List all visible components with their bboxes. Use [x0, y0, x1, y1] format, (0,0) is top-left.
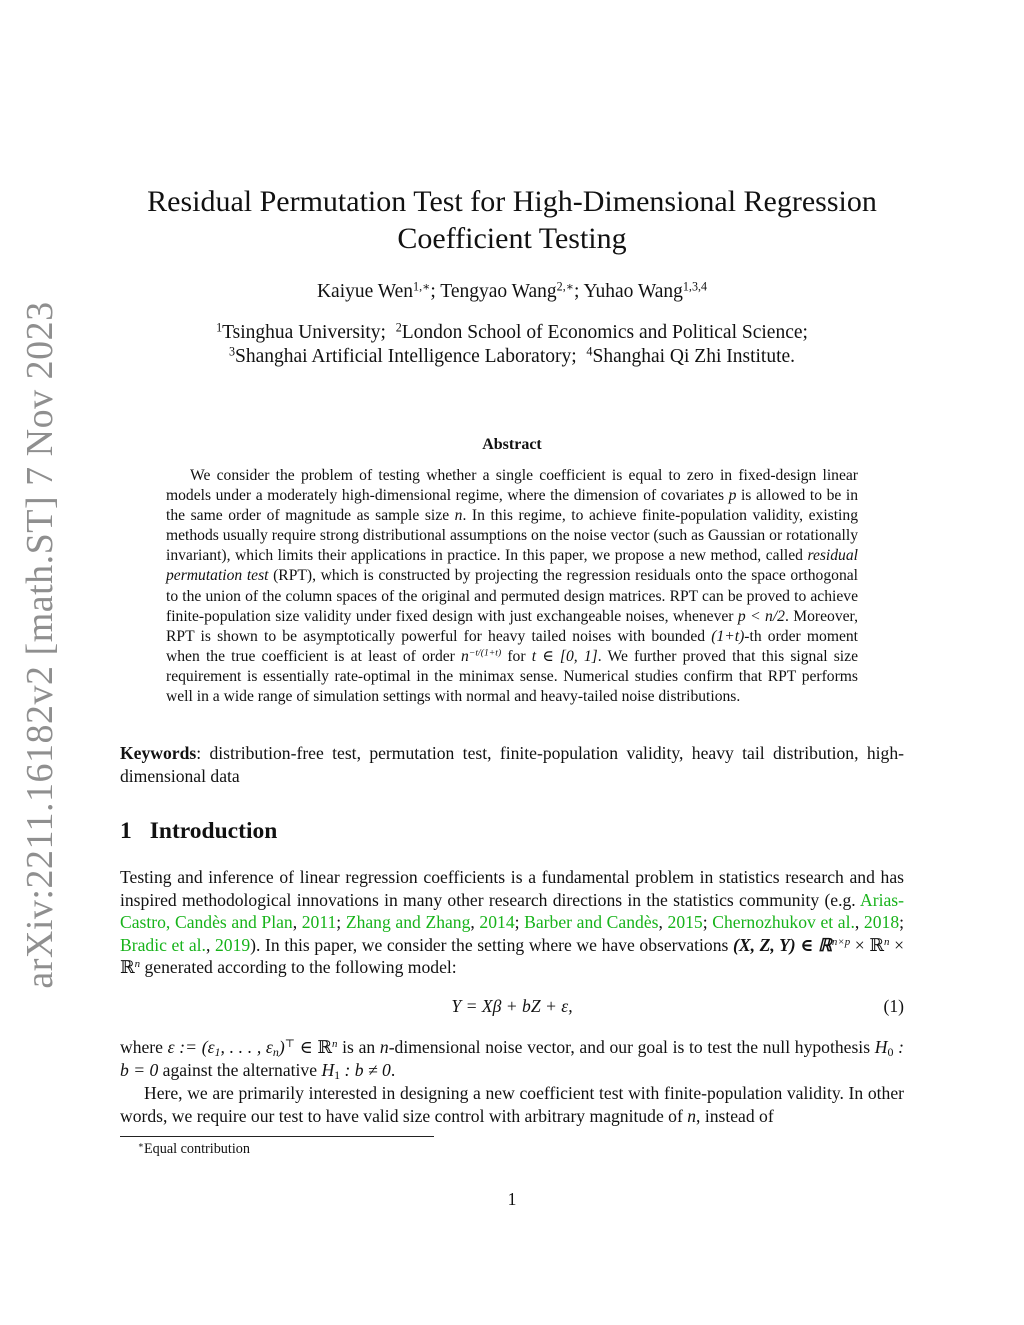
affiliation-mark: 4	[586, 344, 593, 359]
math-inline: ε := (ε	[167, 1037, 215, 1057]
abstract-text: . We further proved that this signal size requirement is essentially rate-optimal in the minimax sense. Numerical studies confirm that RPT performs well in a wide range of simulation settings with normal and heavy-tailed noise distributions.	[166, 647, 858, 706]
math-inline: )	[278, 1037, 285, 1057]
affiliations-line-2	[120, 345, 904, 369]
equation-number: (1)	[883, 996, 904, 1016]
body-text: Testing and inference of linear regression coefficients is a fundamental problem in statistics research and has inspired methodological innovations in many other research directions in the statistics community (e.g.	[120, 867, 904, 910]
math-subscript: 1	[334, 1067, 341, 1082]
footnote-divider	[120, 1136, 434, 1137]
math-inline: × ℝ	[120, 934, 904, 978]
page-number: 1	[507, 1189, 517, 1209]
math-subscript: n	[272, 1044, 279, 1059]
affiliations	[120, 321, 904, 369]
body-text: -dimensional noise vector, and our goal is to test the null hypothesis	[388, 1037, 875, 1057]
intro-paragraph-1: Testing and inference of linear regression coefficients is a fundamental problem in statistics research and has inspired methodological innovations in many other research directions in the statistics community (e.g. Arias-Castro, Candès and Plan, 2011; Zhang and Zhang, 2014; Barber and Candès, 2015; Chernozhukov et al., 2018; Bradic et al., 2019). In this paper, we consider the setting where we have observations (X, Z, Y) ∈ ℝ$^{n\times p}$ × ℝ$^n$ × ℝ$^n$ generated according to the following model:	[120, 867, 904, 978]
math-subscript: 0	[887, 1044, 894, 1059]
footnote-mark: ∗	[138, 1140, 144, 1151]
title-line-2: Coefficient Testing	[397, 222, 627, 255]
citation-year-link[interactable]: 2019	[214, 934, 251, 955]
citation-link[interactable]: Barber and Candès	[524, 912, 659, 933]
body-text: .	[390, 1059, 396, 1080]
body-text: , instead of	[696, 1105, 774, 1126]
math-exponent: n	[332, 1038, 338, 1050]
author-affiliation-mark: 1,∗	[413, 279, 431, 294]
arxiv-identifier: arXiv:2211.16182v2 [math.ST] 7 Nov 2023	[19, 301, 61, 989]
math-inline: ∈ ℝ	[294, 1037, 333, 1057]
author-separator: ;	[573, 281, 580, 302]
author-affiliation-mark: 1,3,4	[682, 279, 708, 294]
math-exponent: n	[883, 935, 890, 948]
math-inline: p < n/2	[737, 607, 785, 625]
footnote	[138, 1141, 250, 1158]
section-heading	[120, 818, 277, 845]
math-inline: t ∈ [0, 1]	[531, 647, 598, 665]
abstract-text: is allowed to be in the same order of magnitude as sample size	[166, 487, 859, 525]
intro-paragraph-2	[120, 1036, 904, 1081]
math-exponent: n×p	[831, 935, 851, 948]
author-list	[120, 281, 904, 303]
math-inline: : b ≠ 0	[340, 1059, 391, 1080]
citation-year-link[interactable]: 2015	[667, 912, 703, 933]
keywords-text: : distribution-free test, permutation test, finite-population validity, heavy tail distribution, high-dimensional data	[120, 743, 904, 786]
math-exponent: −t/(1+t)	[468, 647, 502, 659]
abstract-text: We consider the problem of testing whether a single coefficient is equal to zero in fixed-design linear models under a moderately high-dimensional regime, where the dimension of covariates	[166, 467, 858, 505]
affiliation-mark: 3	[228, 344, 235, 359]
math-inline: H	[321, 1059, 335, 1080]
keywords-label: Keywords	[120, 743, 197, 763]
body-text: where	[120, 1037, 168, 1057]
body-text: Here, we are primarily interested in designing a new coefficient test with finite-population validity. In other words, we require our test to have valid size control with arbitrary magnitude of	[120, 1083, 904, 1126]
citation-year-link[interactable]: 2011	[301, 912, 337, 933]
title-line-1: Residual Permutation Test for High-Dimensional Regression	[147, 185, 877, 218]
body-text: against the alternative	[158, 1059, 322, 1080]
abstract-text: (RPT), which is constructed by projecting the regression residuals onto the space orthogonal to the union of the column spaces of the original and permuted design matrices. RPT can be proved to achieve finite-population size validity under fixed design with just exchangeable noises, whenever	[166, 567, 858, 625]
math-inline: H	[874, 1037, 888, 1057]
equation-block	[120, 996, 904, 1020]
keywords	[120, 742, 904, 787]
affiliation-name: Tsinghua University;	[222, 322, 386, 343]
citation-link[interactable]: Zhang and Zhang	[345, 912, 471, 933]
body-text: generated according to the following model:	[140, 957, 457, 978]
math-inline: n	[461, 647, 469, 665]
author-name: Tengyao Wang	[440, 281, 557, 302]
author-affiliation-mark: 2,∗	[556, 279, 574, 294]
author-separator: ;	[430, 281, 436, 302]
affiliation-mark: 2	[395, 320, 402, 335]
abstract-text: . In this regime, to achieve finite-population validity, existing methods usually require strong distributional assumptions on the noise vector (such as Gaussian or rotationally invariant), which limits their applications in practice. In this paper, we propose a new method, called	[166, 507, 858, 565]
author-name: Yuhao Wang	[583, 281, 683, 302]
math-inline: (X, Z, Y) ∈ ℝ	[732, 934, 832, 955]
abstract-text: for	[501, 647, 532, 665]
paper-title	[120, 183, 904, 257]
citation-link[interactable]: Arias-Castro, Candès and Plan	[120, 889, 904, 933]
intro-paragraph-3	[120, 1082, 904, 1127]
math-inline: n	[379, 1037, 389, 1057]
affiliation-name: London School of Economics and Political Science;	[401, 322, 808, 343]
footnote-text: Equal contribution	[143, 1141, 250, 1157]
abstract-text: . Moreover, RPT is shown to be asymptotically powerful for heavy tailed noises with bounded	[166, 607, 859, 645]
affiliation-mark: 1	[216, 320, 223, 335]
math-inline: n	[687, 1105, 697, 1126]
section-number: 1	[120, 818, 132, 844]
body-text: is an	[337, 1037, 380, 1057]
citation-year-link[interactable]: 2018	[863, 912, 900, 933]
math-inline: n	[454, 507, 463, 525]
math-exponent: ⊤	[284, 1038, 295, 1050]
affiliations-line-1	[120, 321, 904, 345]
math-subscript: 1	[214, 1044, 221, 1059]
citation-link[interactable]: Bradic et al.	[120, 934, 206, 955]
math-inline: (1+t)	[711, 627, 745, 645]
math-exponent: n	[134, 958, 141, 971]
math-inline: × ℝ	[850, 934, 884, 955]
equation-body: Y = Xβ + bZ + ε,	[451, 996, 573, 1016]
body-text: ). In this paper, we consider the setting where we have observations	[250, 934, 733, 955]
math-inline: , . . . , ε	[220, 1037, 273, 1057]
affiliation-name: Shanghai Artificial Intelligence Laboratory;	[235, 346, 577, 367]
method-name-emphasis: residual permutation test	[166, 547, 858, 585]
affiliation-name: Shanghai Qi Zhi Institute.	[592, 346, 796, 367]
section-title: Introduction	[149, 818, 278, 844]
abstract-text: -th order moment when the true coefficient is at least of order	[166, 627, 858, 665]
math-inline: p	[728, 487, 737, 505]
abstract-body	[166, 466, 858, 707]
author-name: Kaiyue Wen	[316, 281, 414, 302]
abstract-heading: Abstract	[482, 436, 542, 453]
citation-link[interactable]: Chernozhukov et al.	[712, 912, 855, 933]
arxiv-sidebar-stamp	[8, 301, 72, 989]
citation-year-link[interactable]: 2014	[479, 912, 515, 933]
math-inline: : b = 0	[120, 1037, 904, 1080]
